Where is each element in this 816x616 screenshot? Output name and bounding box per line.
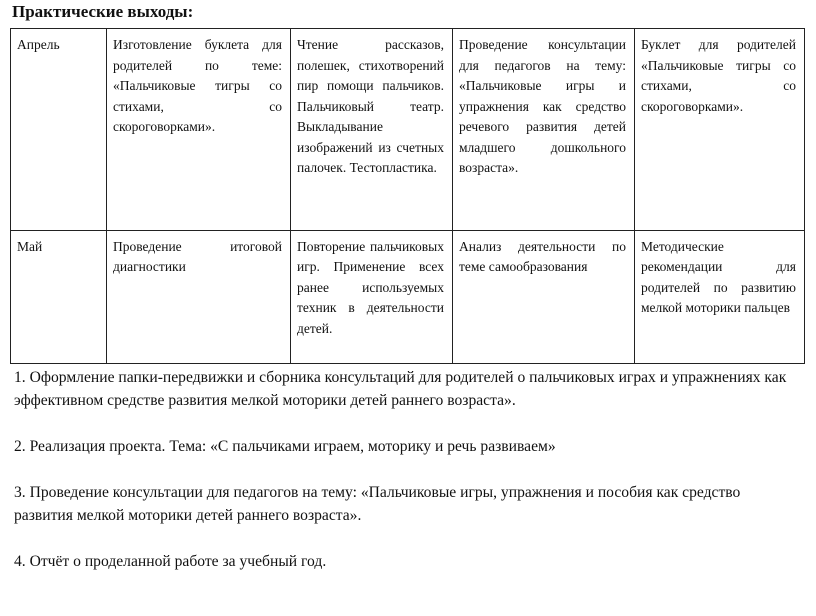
table-cell: Буклет для родителей «Пальчиковые тигры со стихами, со скороговорками». bbox=[635, 29, 805, 231]
section-heading: Практические выходы: bbox=[12, 2, 194, 21]
table-cell: Методические рекомендации для родителей по развитию мелкой моторики пальцев bbox=[635, 230, 805, 363]
list-item: 2. Реализация проекта. Тема: «С пальчиками играем, моторику и речь развиваем» bbox=[14, 438, 556, 455]
table-row-may bbox=[11, 230, 805, 363]
table-cell: Анализ деятельности по теме самообразования bbox=[453, 230, 635, 363]
list-item: 1. Оформление папки-передвижки и сборника консультаций для родителей о пальчиковых играх и упражнениях как эффективном средстве развития мелкой моторики детей раннего возраста». bbox=[14, 369, 787, 409]
table-cell: Чтение рассказов, полешек, стихотворений пир помощи пальчиков. Пальчиковый театр. Выкладывание изображений из счетных палочек. Тестопластика. bbox=[291, 29, 453, 231]
list-item: 4. Отчёт о проделанной работе за учебный год. bbox=[14, 553, 327, 570]
table-cell: Изготовление буклета для родителей по теме: «Пальчиковые тигры со стихами, со скороговорками». bbox=[107, 29, 291, 231]
month-cell: Апрель bbox=[11, 29, 107, 231]
table-cell: Проведение консультации для педагогов на тему: «Пальчиковые игры и упражнения как средство речевого развития детей младшего дошкольного возраста». bbox=[453, 29, 635, 231]
table-cell: Проведение итоговой диагностики bbox=[107, 230, 291, 363]
plan-table bbox=[10, 28, 805, 364]
list-item: 3. Проведение консультации для педагогов на тему: «Пальчиковые игры, упражнения и пособия как средство развития мелкой моторики детей раннего возраста». bbox=[14, 484, 741, 524]
table-cell: Повторение пальчиковых игр. Применение всех ранее используемых техник в деятельности детей. bbox=[291, 230, 453, 363]
month-cell: Май bbox=[11, 230, 107, 363]
results-list bbox=[14, 366, 794, 596]
table-row-april bbox=[11, 29, 805, 231]
